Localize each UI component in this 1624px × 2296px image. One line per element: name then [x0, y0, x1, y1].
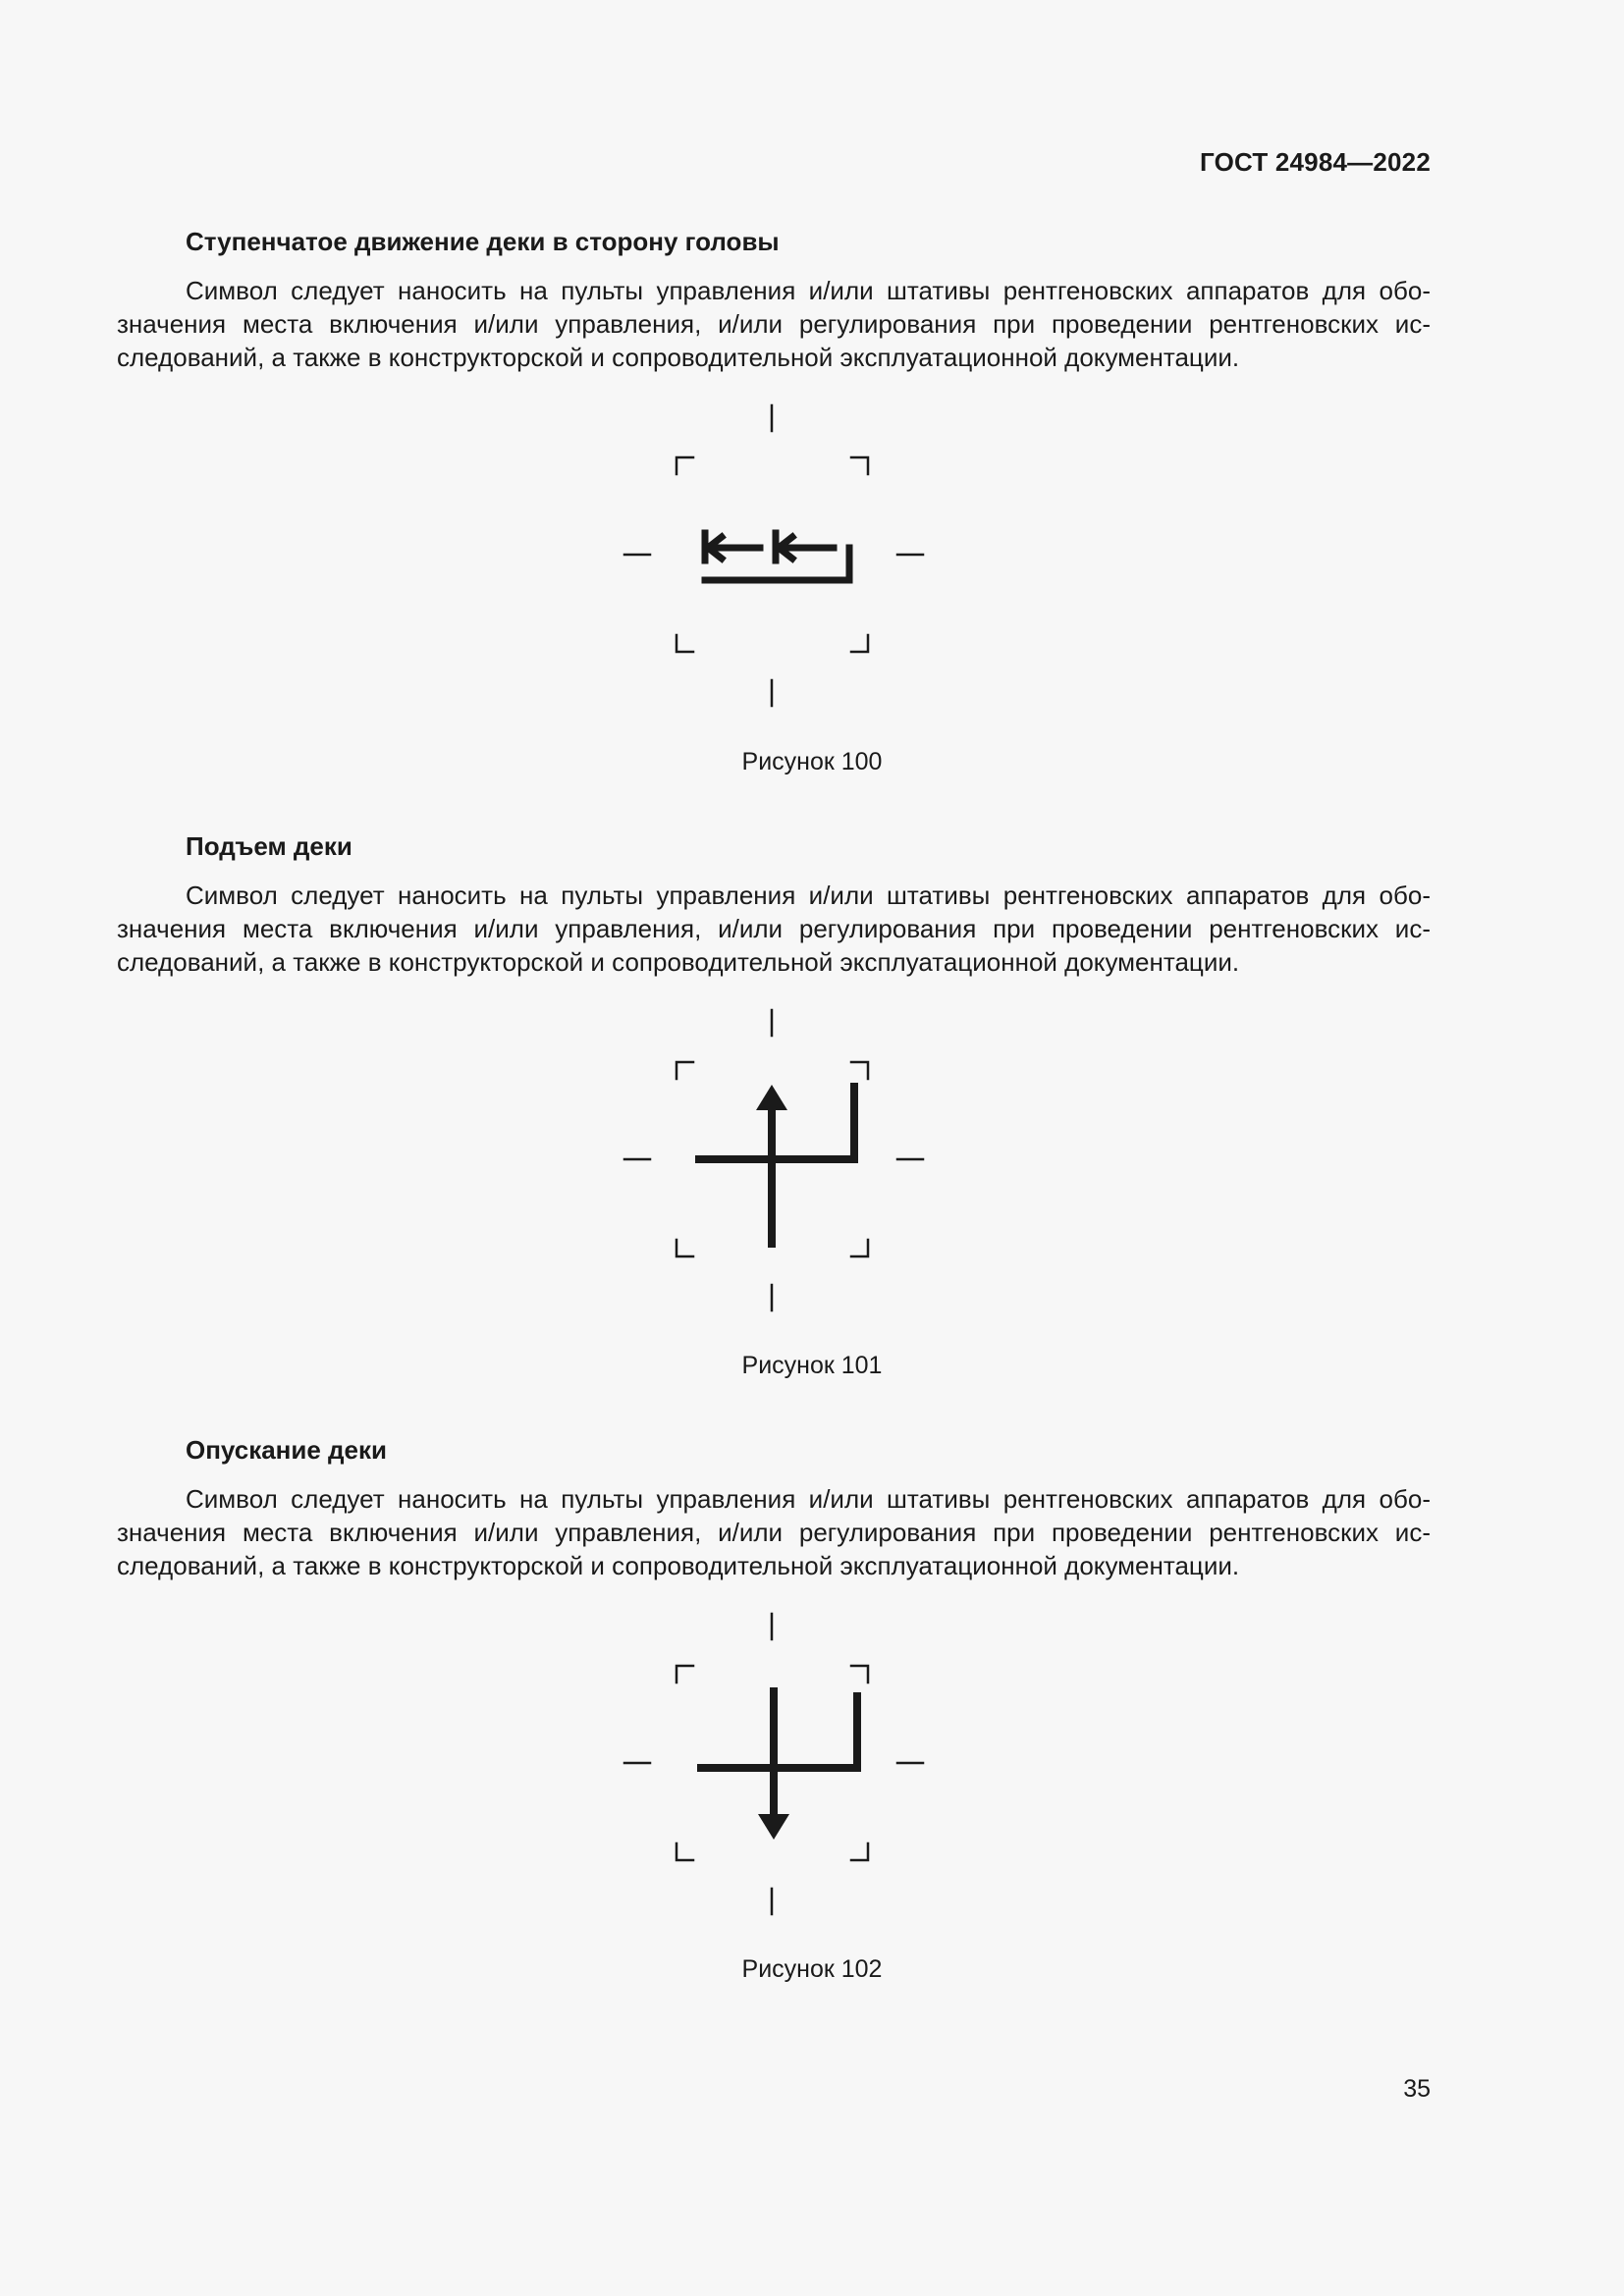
document-id: ГОСТ 24984—2022 — [1200, 147, 1431, 177]
section-text: Символ следует наносить на пульты управления и/или штативы рентгеновских аппаратов для обозначения места включения и/или управления, и/или регулирования при проведении рентгеновских исследований, а также в конструкторской и сопроводительной эксплуатационной документации. — [117, 881, 1431, 977]
figure-102 — [617, 1606, 931, 1920]
figure-caption: Рисунок 102 — [741, 1955, 883, 1983]
stepwise-movement-toward-head-icon — [617, 398, 931, 712]
tabletop-raise-icon — [617, 1002, 931, 1316]
section-title: Ступенчатое движение деки в сторону головы — [186, 227, 780, 256]
tabletop-lower-icon — [617, 1606, 931, 1920]
page-number: 35 — [1403, 2075, 1431, 2103]
figure-caption: Рисунок 100 — [741, 748, 883, 775]
figure-100 — [617, 398, 931, 712]
section-title: Подъем деки — [186, 831, 352, 861]
figure-101 — [617, 1002, 931, 1316]
section-text: Символ следует наносить на пульты управления и/или штативы рентгеновских аппаратов для обозначения места включения и/или управления, и/или регулирования при проведении рентгеновских исследований, а также в конструкторской и сопроводительной эксплуатационной документации. — [117, 1484, 1431, 1580]
figure-caption: Рисунок 101 — [741, 1352, 883, 1379]
section-text: Символ следует наносить на пульты управления и/или штативы рентгеновских аппаратов для обозначения места включения и/или управления, и/или регулирования при проведении рентгеновских исследований, а также в конструкторской и сопроводительной эксплуатационной документации. — [117, 276, 1431, 372]
section-title: Опускание деки — [186, 1435, 388, 1465]
